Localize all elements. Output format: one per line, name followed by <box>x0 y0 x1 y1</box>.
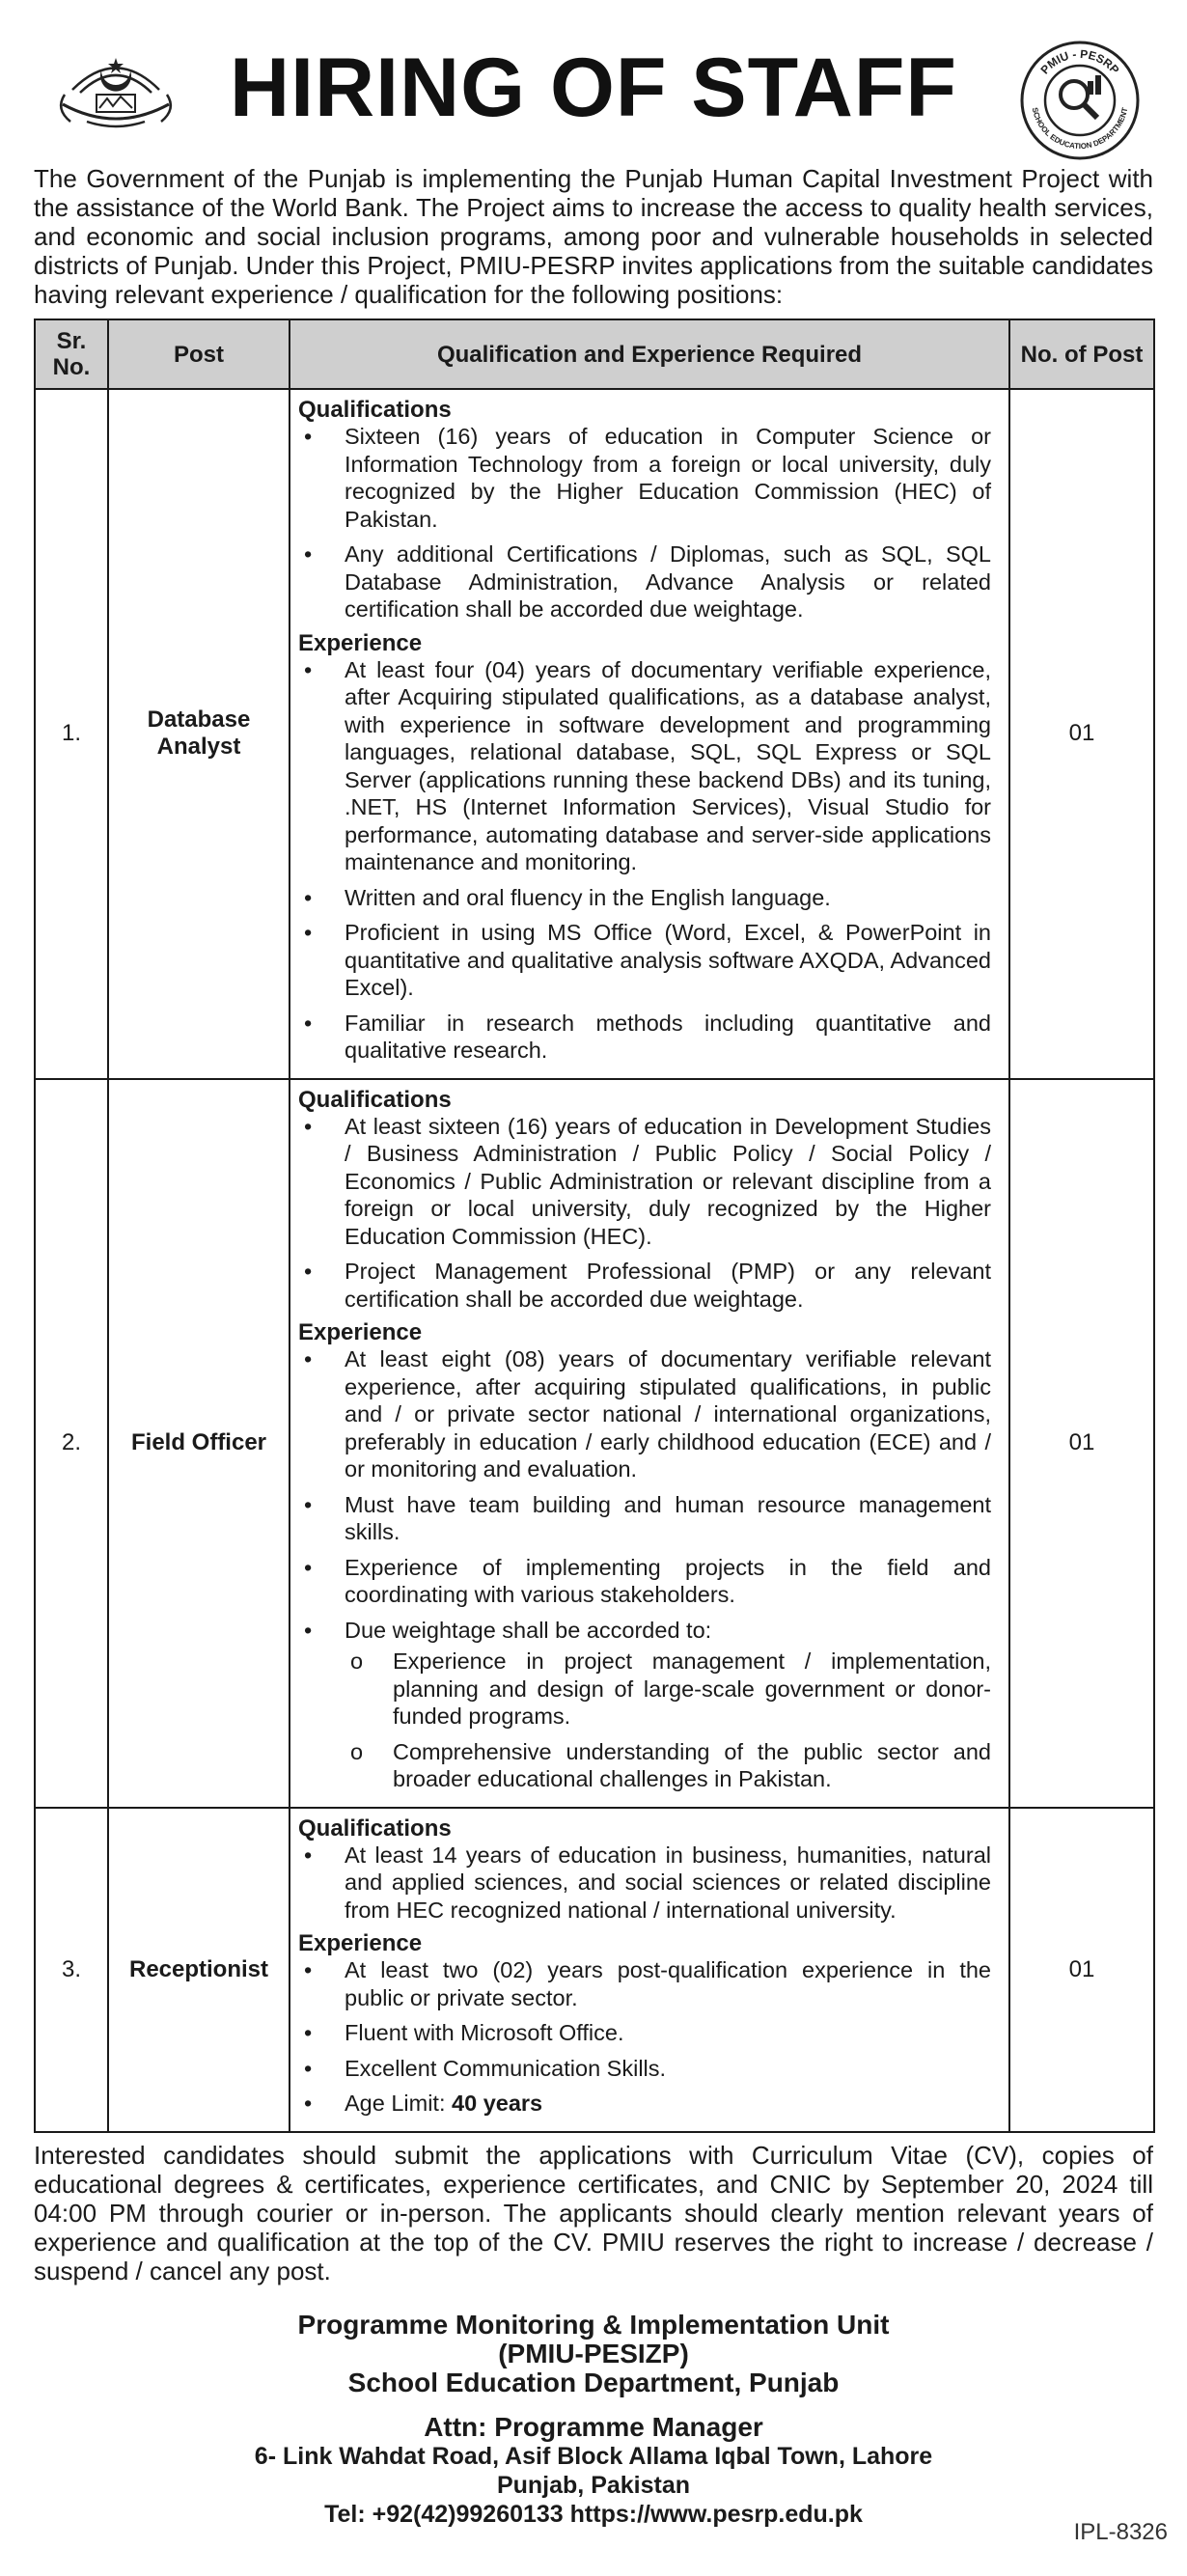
attn-line: Attn: Programme Manager <box>424 2411 763 2442</box>
row-requirements <box>290 1079 1009 1808</box>
qualifications-list <box>298 1113 991 1314</box>
age-limit-label: Age Limit: <box>345 2091 446 2116</box>
age-limit-value: 40 years <box>452 2091 543 2116</box>
experience-heading: Experience <box>298 1319 423 1345</box>
positions-table <box>34 319 1155 2133</box>
intro-paragraph: The Government of the Punjab is implementing the Punjab Human Capital Investment Project with the assistance of the World Bank. The Project aims to increase the access to quality health services, and economic and social inclusion programs, among poor and vulnerable households in selected districts of Punjab. Under this Project, PMIU-PESRP invites applications from the suitable candidates having relevant experience / qualification for the following positions: <box>34 164 1153 309</box>
list-item: • Project Management Professional (PMP) or any relevant certification shall be accorded due weightage. <box>298 1258 991 1313</box>
row-count: 01 <box>1009 1808 1154 2132</box>
list-item: • Experience of implementing projects in the field and coordinating with various stakeholders. <box>298 1554 991 1609</box>
row-count: 01 <box>1009 1079 1154 1808</box>
list-item: • Written and oral fluency in the English language. <box>298 884 991 912</box>
list-item: • At least sixteen (16) years of education in Development Studies / Business Administration / Public Policy / Social Policy / Economics / Public Administration or relevant discipline from a foreign or local university, duly recognized by the Higher Education Commission (HEC). <box>298 1113 991 1251</box>
row-post: Field Officer <box>108 1079 290 1808</box>
org-line-1: Programme Monitoring & Implementation Unit <box>297 2309 890 2340</box>
address-line-1: 6- Link Wahdat Road, Asif Block Allama Iqbal Town, Lahore <box>254 2442 933 2470</box>
list-item: o Comprehensive understanding of the public sector and broader educational challenges in Pakistan. <box>345 1738 991 1793</box>
contact-spacer <box>34 2397 1153 2413</box>
header <box>34 0 1153 164</box>
list-item: o Experience in project management / implementation, planning and design of large-scale government or donor-funded programs. <box>345 1648 991 1731</box>
qualifications-heading: Qualifications <box>298 1814 452 1842</box>
row-sr: 1. <box>35 389 108 1079</box>
table-header-row <box>35 319 1154 389</box>
list-item <box>298 2090 991 2118</box>
table-row <box>35 1079 1154 1808</box>
tel-web-line: Tel: +92(42)99260133 https://www.pesrp.edu.pk <box>324 2500 863 2528</box>
list-item: • Any additional Certifications / Diplomas, such as SQL, SQL Database Administration, Advance Analysis or related certification shall be accorded due weightage. <box>298 540 991 623</box>
list-item: • Excellent Communication Skills. <box>298 2055 991 2083</box>
row-requirements <box>290 1808 1009 2132</box>
svg-text:SCHOOL EDUCATION DEPARTMENT <box>1031 106 1130 151</box>
reference-code: IPL-8326 <box>1073 2519 1168 2545</box>
table-row <box>35 389 1154 1079</box>
qualifications-heading: Qualifications <box>298 397 452 423</box>
qualifications-heading: Qualifications <box>298 1086 452 1113</box>
list-item: • Sixteen (16) years of education in Computer Science or Information Technology from a foreign or local university, duly recognized by the Higher Education Commission (HEC) of Pakistan. <box>298 423 991 533</box>
experience-list <box>298 1956 991 2118</box>
experience-list <box>298 1345 991 1793</box>
row-sr: 2. <box>35 1079 108 1808</box>
header-no-of-post: No. of Post <box>1009 319 1154 389</box>
page-title: HIRING OF STAFF <box>230 42 957 134</box>
list-item: • At least four (04) years of documentary verifiable experience, after Acquiring stipulated qualifications, as a database analyst, with experience in software development and programming languages, relational database, SQL, SQL Express or SQL Server (applications running these backend DBs) and its tuning, .NET, HS (Internet Information Services), Visual Studio for performance, automating database and server-side applications maintenance and monitoring. <box>298 656 991 876</box>
list-item: • Familiar in research methods including quantitative and qualitative research. <box>298 1010 991 1065</box>
pmiu-pesrp-seal-icon <box>1018 39 1142 162</box>
table-row <box>35 1808 1154 2132</box>
seal-top-text: PMIU - PESRP <box>1037 46 1122 77</box>
contact-block <box>34 2311 1153 2529</box>
row-post: Database Analyst <box>108 389 290 1079</box>
qualifications-list <box>298 1842 991 1925</box>
header-sr-no: Sr. No. <box>35 319 108 389</box>
header-post: Post <box>108 319 290 389</box>
org-line-3: School Education Department, Punjab <box>347 2367 840 2397</box>
row-count: 01 <box>1009 389 1154 1079</box>
experience-list <box>298 656 991 1065</box>
list-item: • Fluent with Microsoft Office. <box>298 2019 991 2047</box>
row-post: Receptionist <box>108 1808 290 2132</box>
row-sr: 3. <box>35 1808 108 2132</box>
list-item: • Must have team building and human resource management skills. <box>298 1491 991 1546</box>
list-item: • At least eight (08) years of documentary verifiable relevant experience, after acquiring stipulated qualifications, in public and / or private sector national / international organizations, preferably in education / early childhood education (ECE) and / or monitoring and evaluation. <box>298 1345 991 1483</box>
address-line-2: Punjab, Pakistan <box>496 2471 691 2499</box>
closing-paragraph: Interested candidates should submit the applications with Curriculum Vitae (CV), copies of educational degrees & certificates, experience certificates, and CNIC by September 20, 2024 till 04:00 PM through courier or in-person. The applicants should clearly mention relevant years of experience and qualification at the top of the CV. PMIU reserves the right to increase / decrease / suspend / cancel any post. <box>34 2140 1153 2285</box>
row-requirements <box>290 389 1009 1079</box>
header-qualification: Qualification and Experience Required <box>290 319 1009 389</box>
list-item: • At least two (02) years post-qualification experience in the public or private sector. <box>298 1956 991 2011</box>
experience-heading: Experience <box>298 629 423 656</box>
experience-heading: Experience <box>298 1930 423 1956</box>
qualifications-list <box>298 423 991 623</box>
weightage-intro: Due weightage shall be accorded to: <box>345 1617 712 1643</box>
seal-bottom-text: SCHOOL EDUCATION DEPARTMENT <box>1030 106 1130 152</box>
org-line-2: (PMIU-PESIZP) <box>498 2338 689 2368</box>
list-item <box>298 1617 991 1793</box>
list-item: • At least 14 years of education in business, humanities, natural and applied sciences, and social sciences or related discipline from HEC recognized national / international university. <box>298 1842 991 1925</box>
list-item: • Proficient in using MS Office (Word, Excel, & PowerPoint in quantitative and qualitative analysis software AXQDA, Advanced Excel). <box>298 919 991 1002</box>
weightage-list <box>345 1648 991 1793</box>
